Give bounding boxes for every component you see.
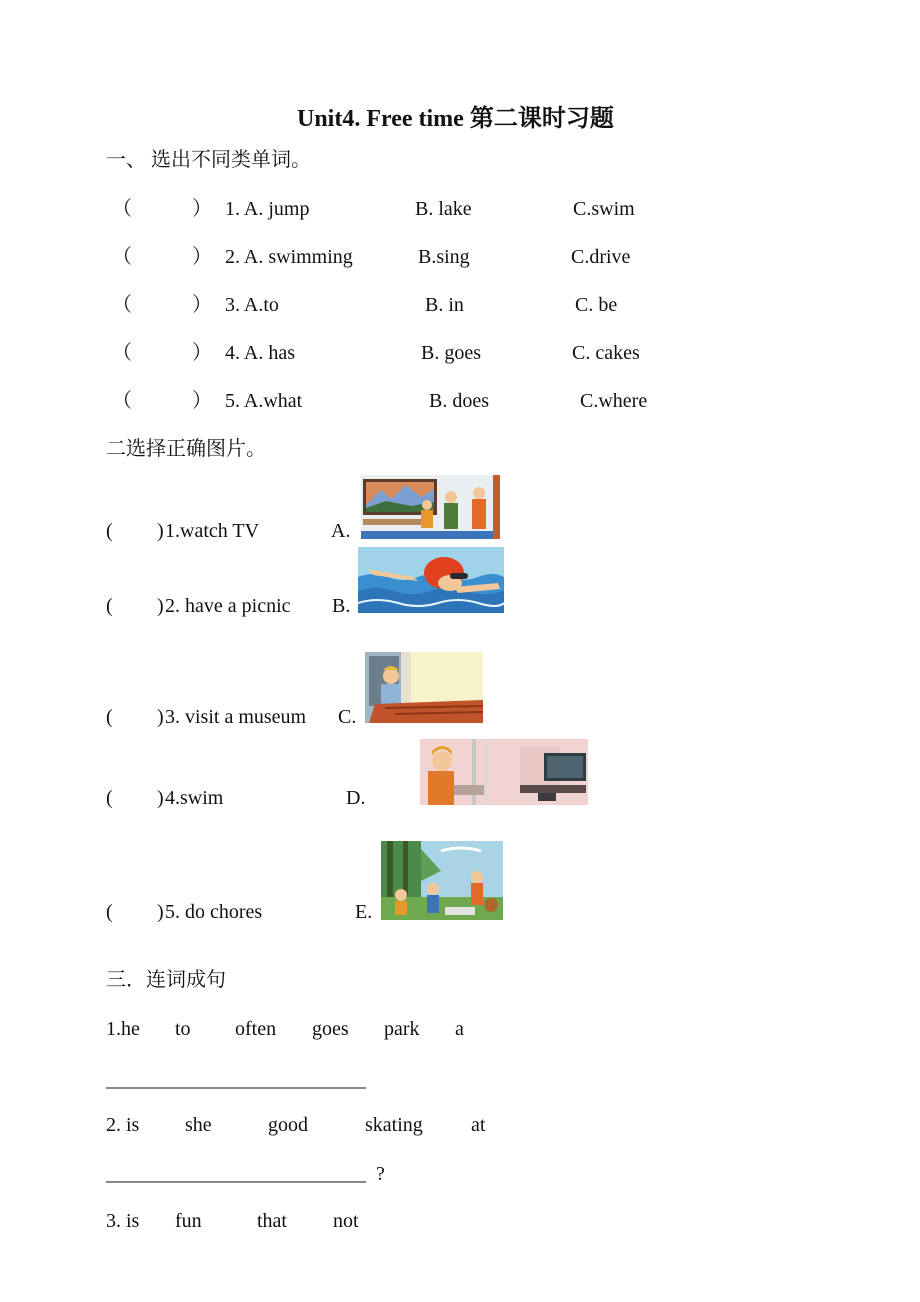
answer-close-paren: ): [157, 901, 164, 923]
matching-item-text: 5. do chores: [165, 901, 263, 923]
question-option-b: B. in: [425, 294, 464, 316]
scrambled-word: a: [455, 1018, 464, 1040]
answer-open-paren: (: [106, 520, 113, 542]
answer-line: __________________________: [106, 1069, 366, 1091]
watch-tv-picture: [420, 739, 588, 805]
section2-heading: 二选择正确图片。: [106, 438, 266, 460]
scrambled-word: 1.he: [106, 1018, 140, 1040]
swimming-picture: [358, 547, 504, 613]
scrambled-word: that: [257, 1210, 287, 1232]
scrambled-word: 2. is: [106, 1114, 140, 1136]
question-option-a: 4. A. has: [225, 342, 295, 364]
picture-option-label: D.: [346, 787, 366, 809]
section1-heading: 一、 选出不同类单词。: [106, 149, 311, 171]
answer-paren: （ ）: [112, 390, 212, 412]
answer-open-paren: (: [106, 787, 113, 809]
question-option-c: C. be: [575, 294, 618, 316]
scrambled-word: at: [471, 1114, 486, 1136]
question-option-b: B. does: [429, 390, 489, 412]
question-option-a: 3. A.to: [225, 294, 279, 316]
matching-item-text: 2. have a picnic: [165, 595, 291, 617]
question-option-b: B. lake: [415, 198, 472, 220]
scrambled-word: goes: [312, 1018, 349, 1040]
question-option-a: 2. A. swimming: [225, 246, 353, 268]
question-mark: ?: [376, 1163, 385, 1185]
museum-picture: [361, 475, 500, 539]
question-option-a: 1. A. jump: [225, 198, 310, 220]
answer-close-paren: ): [157, 520, 164, 542]
answer-close-paren: ): [157, 595, 164, 617]
answer-close-paren: ): [157, 787, 164, 809]
scrambled-word: often: [235, 1018, 277, 1040]
picture-option-label: A.: [331, 520, 351, 542]
scrambled-word: park: [384, 1018, 420, 1040]
scrambled-word: to: [175, 1018, 191, 1040]
picnic-picture: [381, 841, 503, 920]
section3-heading: 三．连词成句: [106, 969, 226, 991]
question-option-b: B. goes: [421, 342, 481, 364]
question-option-c: C. cakes: [572, 342, 640, 364]
question-option-a: 5. A.what: [225, 390, 303, 412]
question-option-c: C.drive: [571, 246, 631, 268]
question-option-b: B.sing: [418, 246, 470, 268]
answer-open-paren: (: [106, 901, 113, 923]
matching-item-text: 3. visit a museum: [165, 706, 307, 728]
scrambled-word: fun: [175, 1210, 202, 1232]
scrambled-word: skating: [365, 1114, 423, 1136]
answer-line: __________________________: [106, 1163, 366, 1185]
answer-open-paren: (: [106, 595, 113, 617]
scrambled-word: 3. is: [106, 1210, 140, 1232]
answer-paren: （ ）: [112, 342, 212, 364]
answer-paren: （ ）: [112, 294, 212, 316]
matching-item-text: 1.watch TV: [165, 520, 260, 542]
answer-open-paren: (: [106, 706, 113, 728]
chores-picture: [365, 652, 483, 723]
scrambled-word: she: [185, 1114, 212, 1136]
question-option-c: C.swim: [573, 198, 635, 220]
picture-option-label: C.: [338, 706, 357, 728]
question-option-c: C.where: [580, 390, 648, 412]
matching-item-text: 4.swim: [165, 787, 224, 809]
scrambled-word: not: [333, 1210, 359, 1232]
page-title: Unit4. Free time 第二课时习题: [297, 106, 614, 132]
answer-paren: （ ）: [112, 198, 212, 220]
picture-option-label: B.: [332, 595, 351, 617]
scrambled-word: good: [268, 1114, 308, 1136]
answer-close-paren: ): [157, 706, 164, 728]
picture-option-label: E.: [355, 901, 373, 923]
answer-paren: （ ）: [112, 246, 212, 268]
